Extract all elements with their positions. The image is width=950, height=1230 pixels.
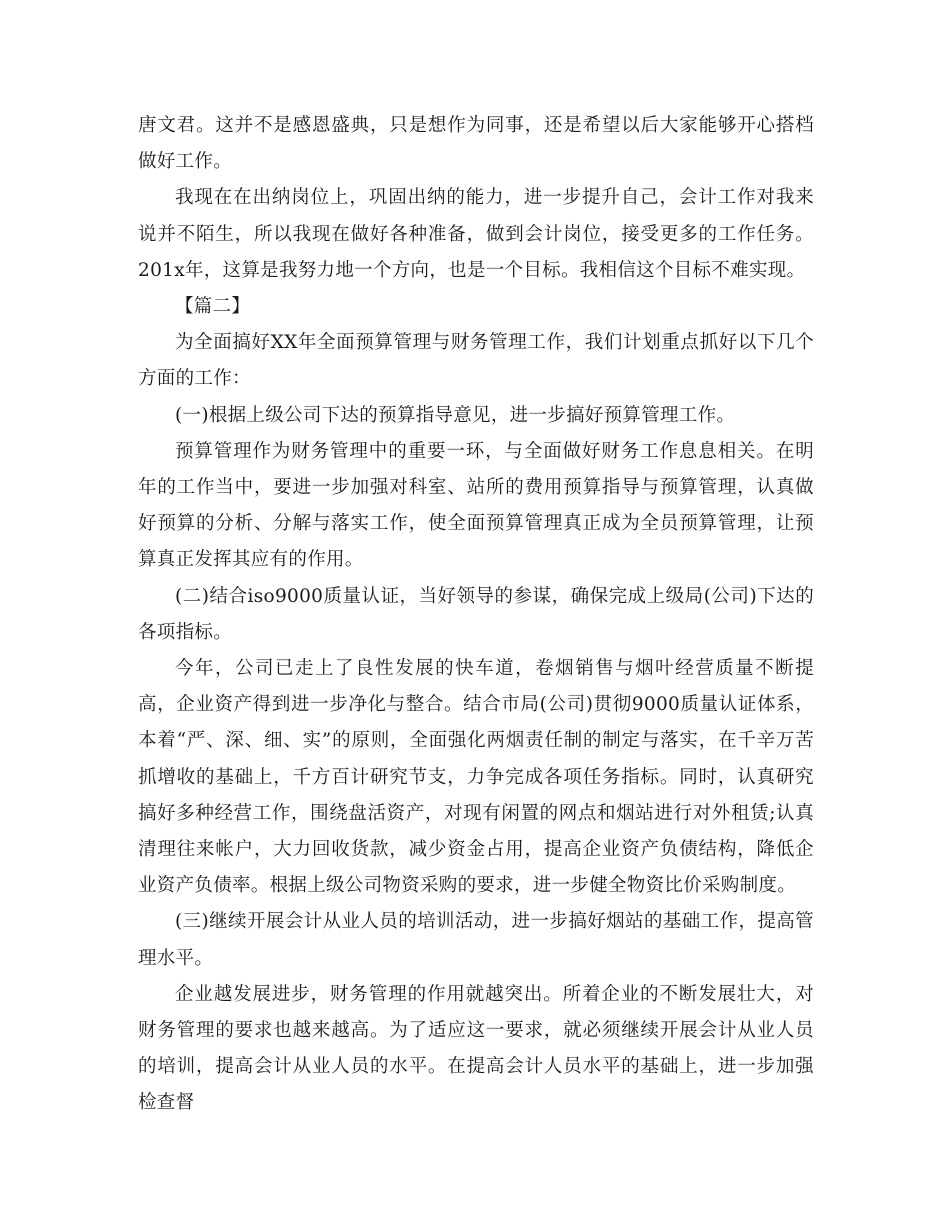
paragraph-item-three-heading: (三)继续开展会计从业人员的培训活动，进一步搞好烟站的基础工作，提高管理水平。	[138, 911, 814, 969]
section-heading-part-two: 【篇二】	[175, 296, 251, 318]
paragraph-company-development: 今年，公司已走上了良性发展的快车道，卷烟销售与烟叶经营质量不断提高，企业资产得到进一步净化与整合。结合市局(公司)贯彻9000质量认证体系，本着“严、深、细、实”的原则，全面强化两烟责任制的制定与落实，在千辛万苦抓增收的基础上，千方百计研究节支，力争完成各项任务指标。同时，认真研究搞好多种经营工作，围绕盘活资产，对现有闲置的网点和烟站进行对外租赁;认真清理往来帐户，大力回收货款，减少资金占用，提高企业资产负债结构，降低企业资产负债率。根据上级公司物资采购的要求，进一步健全物资比价采购制度。	[138, 658, 814, 897]
paragraph-intro-plan: 为全面搞好XX年全面预算管理与财务管理工作，我们计划重点抓好以下几个方面的工作：	[138, 332, 814, 390]
paragraph-item-one-heading: (一)根据上级公司下达的预算指导意见，进一步搞好预算管理工作。	[175, 404, 736, 426]
document-page	[138, 108, 814, 1122]
paragraph-cashier-position: 我现在在出纳岗位上，巩固出纳的能力，进一步提升自己，会计工作对我来说并不陌生，所以我现在做好各种准备，做到会计岗位，接受更多的工作任务。201x年，这算是我努力地一个方向，也是一个目标。我相信这个目标不难实现。	[138, 187, 814, 281]
paragraph-budget-management: 预算管理作为财务管理中的重要一环，与全面做好财务工作息息相关。在明年的工作当中，要进一步加强对科室、站所的费用预算指导与预算管理，认真做好预算的分析、分解与落实工作，使全面预算管理真正成为全员预算管理，让预算真正发挥其应有的作用。	[138, 440, 814, 571]
paragraph-continuation: 唐文君。这并不是感恩盛典，只是想作为同事，还是希望以后大家能够开心搭档做好工作。	[138, 115, 814, 173]
paragraph-item-two-heading: (二)结合iso9000质量认证，当好领导的参谋，确保完成上级局(公司)下达的各项指标。	[138, 585, 814, 643]
paragraph-financial-training: 企业越发展进步，财务管理的作用就越突出。所着企业的不断发展壮大，对财务管理的要求也越来越高。为了适应这一要求，就必须继续开展会计从业人员的培训，提高会计从业人员的水平。在提高会计人员水平的基础上，进一步加强检查督	[138, 983, 814, 1114]
